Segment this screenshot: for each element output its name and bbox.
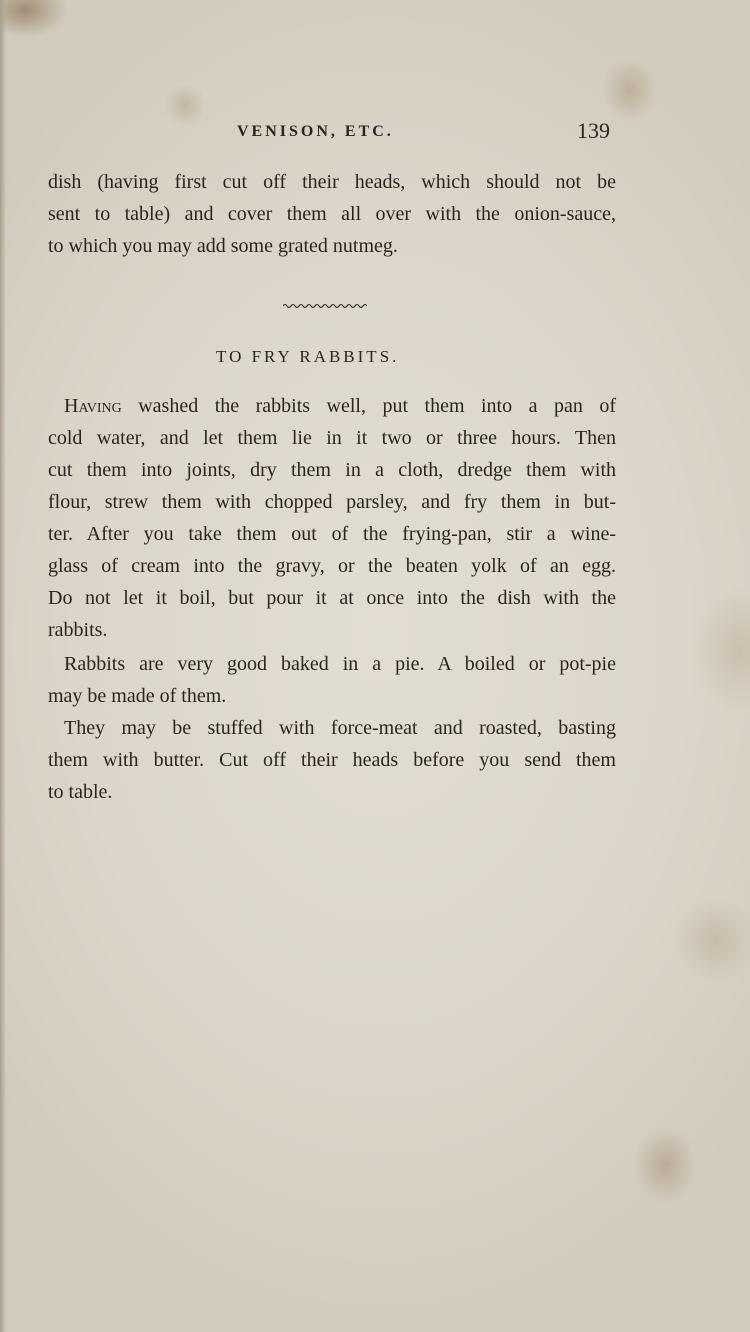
text-line: to table.: [48, 781, 113, 803]
text-line: washed the rabbits well, put them into a pan of: [121, 395, 616, 417]
paragraph-first-line: [64, 394, 616, 418]
text-line: to which you may add some grated nutmeg.: [48, 235, 398, 257]
text-line: cold water, and let them lie in it two or three hours. Then: [48, 427, 616, 449]
text-line: rabbits.: [48, 619, 108, 641]
text-line: sent to table) and cover them all over with the onion-sauce,: [48, 203, 616, 225]
text-line: cut them into joints, dry them in a cloth, dredge them with: [48, 459, 616, 481]
text-line: dish (having first cut off their heads, which should not be: [48, 171, 616, 193]
section-divider-ornament: [283, 303, 367, 309]
text-line: Rabbits are very good baked in a pie. A boiled or pot-pie: [64, 653, 616, 675]
text-line: They may be stuffed with force-meat and roasted, basting: [64, 717, 616, 739]
text-line: Do not let it boil, but pour it at once into the dish with the: [48, 587, 616, 609]
text-line: glass of cream into the gravy, or the beaten yolk of an egg.: [48, 555, 616, 577]
page-number: 139: [577, 118, 610, 143]
page-binding-edge: [0, 0, 6, 1332]
running-head: VENISON, ETC.: [237, 123, 394, 140]
text-line: ter. After you take them out of the frying-pan, stir a wine-: [48, 523, 616, 545]
text-line: them with butter. Cut off their heads before you send them: [48, 749, 616, 771]
text-line: may be made of them.: [48, 685, 227, 707]
lead-word: Having: [64, 395, 122, 417]
section-title: TO FRY RABBITS.: [216, 347, 400, 366]
text-line: flour, strew them with chopped parsley, and fry them in but-: [48, 491, 616, 513]
